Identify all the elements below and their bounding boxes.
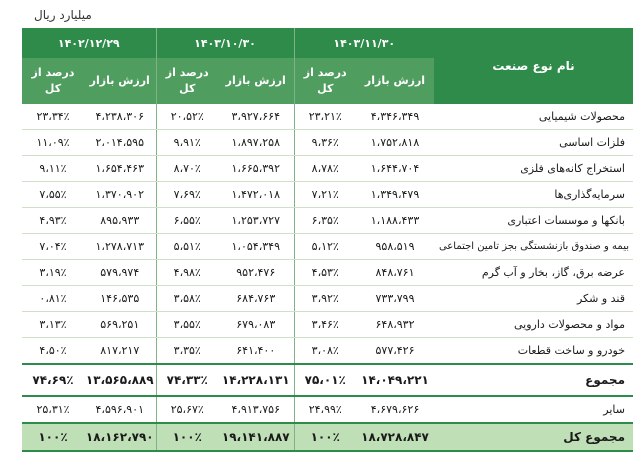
percent-cell: ۳،۵۸٪	[156, 286, 218, 312]
grand-total-percent-cell: ۱۰۰٪	[294, 423, 356, 451]
market-value-cell: ۶۴۱،۴۰۰	[218, 338, 294, 365]
industry-name: فلزات اساسی	[434, 130, 633, 156]
table-row	[22, 182, 633, 208]
percent-cell: ۳،۵۵٪	[156, 312, 218, 338]
total-percent-cell: ۷۵،۰۱٪	[294, 364, 356, 396]
market-value-table	[22, 28, 633, 452]
market-value-cell: ۴،۲۳۸،۳۰۶	[84, 104, 156, 130]
percent-cell: ۹،۹۱٪	[156, 130, 218, 156]
market-value-cell: ۱،۷۵۲،۸۱۸	[356, 130, 434, 156]
total-percent-cell: ۷۴،۶۹٪	[22, 364, 84, 396]
grand-total-row	[22, 423, 633, 451]
grand-total-percent-cell: ۱۰۰٪	[22, 423, 84, 451]
other-value-cell: ۴،۶۷۹،۶۲۶	[370, 403, 420, 416]
market-value-header: ارزش بازار	[356, 58, 434, 104]
total-percent-cell: ۷۴،۳۳٪	[156, 364, 218, 396]
table-row	[22, 104, 633, 130]
industry-name: قند و شکر	[434, 286, 633, 312]
unit-label: میلیارد ریال	[34, 8, 92, 22]
market-value-cell: ۱،۲۵۳،۷۲۷	[218, 208, 294, 234]
market-value-cell: ۵۷۹،۹۷۴	[84, 260, 156, 286]
percent-cell: ۲۰،۵۲٪	[156, 104, 218, 130]
market-value-cell: ۱،۴۷۲،۰۱۸	[218, 182, 294, 208]
table-row	[22, 234, 633, 260]
market-value-cell: ۱،۰۵۴،۳۴۹	[218, 234, 294, 260]
market-value-cell: ۱،۱۸۸،۴۳۳	[356, 208, 434, 234]
total-label: مجموع	[434, 364, 633, 396]
percent-cell: ۴،۵۳٪	[294, 260, 356, 286]
percent-cell: ۲۳،۲۱٪	[294, 104, 356, 130]
table-row	[22, 260, 633, 286]
market-value-cell: ۱۴۶،۵۳۵	[84, 286, 156, 312]
market-value-cell: ۹۵۸،۵۱۹	[356, 234, 434, 260]
market-value-cell: ۱،۸۹۷،۲۵۸	[218, 130, 294, 156]
market-value-cell: ۳،۹۲۷،۶۶۴	[218, 104, 294, 130]
percent-cell: ۳،۴۶٪	[294, 312, 356, 338]
market-value-cell: ۱،۳۴۹،۴۷۹	[356, 182, 434, 208]
percent-cell: ۵،۵۱٪	[156, 234, 218, 260]
total-value-cell: ۱۴،۲۲۸،۱۳۱	[218, 364, 294, 396]
percent-cell: ۶،۳۵٪	[294, 208, 356, 234]
percent-header: درصد از کل	[22, 58, 84, 104]
other-percent-cell: ۲۵،۳۱٪	[36, 403, 70, 416]
table-row	[22, 208, 633, 234]
market-value-cell: ۱،۲۷۸،۷۱۳	[84, 234, 156, 260]
date-header-2: ۱۴۰۳/۱۰/۳۰	[156, 28, 294, 58]
industry-name: مواد و محصولات دارویی	[434, 312, 633, 338]
market-value-cell: ۱،۶۵۴،۴۶۳	[84, 156, 156, 182]
other-percent-cell: ۲۴،۹۹٪	[294, 396, 356, 423]
percent-cell: ۶،۵۵٪	[156, 208, 218, 234]
grand-total-percent-cell: ۱۰۰٪	[156, 423, 218, 451]
other-value-cell: ۴،۹۱۳،۷۵۶	[231, 403, 280, 416]
table-row	[22, 130, 633, 156]
market-value-cell: ۵۶۹،۲۵۱	[84, 312, 156, 338]
market-value-header: ارزش بازار	[84, 58, 156, 104]
grand-total-value-cell: ۱۸،۱۶۲،۷۹۰	[84, 423, 156, 451]
percent-cell: ۳،۰۸٪	[294, 338, 356, 365]
table-row	[22, 156, 633, 182]
market-value-cell: ۶۷۹،۰۸۳	[218, 312, 294, 338]
percent-cell: ۲۳،۳۴٪	[22, 104, 84, 130]
industry-name: بیمه و صندوق بازنشستگی بجز تامین اجتماعی	[434, 234, 633, 260]
percent-cell: ۷،۰۴٪	[22, 234, 84, 260]
market-value-header: ارزش بازار	[218, 58, 294, 104]
market-value-cell: ۶۴۸،۹۳۲	[356, 312, 434, 338]
percent-cell: ۴،۹۳٪	[22, 208, 84, 234]
percent-cell: ۵،۱۲٪	[294, 234, 356, 260]
percent-cell: ۳،۹۲٪	[294, 286, 356, 312]
market-value-cell: ۱،۶۴۴،۷۰۴	[356, 156, 434, 182]
market-value-cell: ۲،۰۱۴،۵۹۵	[84, 130, 156, 156]
percent-cell: ۳،۳۵٪	[156, 338, 218, 365]
grand-total-value-cell: ۱۸،۷۲۸،۸۴۷	[356, 423, 434, 451]
industry-name: سرمایه‌گذاری‌ها	[434, 182, 633, 208]
percent-cell: ۷،۵۵٪	[22, 182, 84, 208]
table-row	[22, 312, 633, 338]
table-row	[22, 286, 633, 312]
date-header-3: ۱۴۰۲/۱۲/۲۹	[22, 28, 156, 58]
percent-cell: ۹،۳۶٪	[294, 130, 356, 156]
other-label: سایر	[603, 403, 625, 416]
grand-total-value-cell: ۱۹،۱۴۱،۸۸۷	[218, 423, 294, 451]
percent-cell: ۱۱،۰۹٪	[22, 130, 84, 156]
market-value-cell: ۸۴۸،۷۶۱	[356, 260, 434, 286]
market-value-cell: ۱،۶۶۵،۳۹۲	[218, 156, 294, 182]
percent-cell: ۷،۶۹٪	[156, 182, 218, 208]
other-percent-cell: ۲۵،۶۷٪	[156, 396, 218, 423]
industry-name: خودرو و ساخت قطعات	[434, 338, 633, 365]
table-row	[22, 338, 633, 365]
industry-name: محصولات شیمیایی	[434, 104, 633, 130]
percent-cell: ۷،۲۱٪	[294, 182, 356, 208]
percent-header: درصد از کل	[294, 58, 356, 104]
percent-cell: ۰،۸۱٪	[22, 286, 84, 312]
date-header-1: ۱۴۰۳/۱۱/۳۰	[294, 28, 434, 58]
percent-cell: ۳،۱۹٪	[22, 260, 84, 286]
market-value-cell: ۷۳۳،۷۹۹	[356, 286, 434, 312]
market-value-cell: ۸۹۵،۹۳۳	[84, 208, 156, 234]
percent-cell: ۴،۵۰٪	[22, 338, 84, 365]
market-value-cell: ۵۷۷،۴۲۶	[356, 338, 434, 365]
total-row	[22, 364, 633, 396]
percent-cell: ۳،۱۳٪	[22, 312, 84, 338]
percent-cell: ۸،۷۸٪	[294, 156, 356, 182]
market-value-cell: ۸۱۷،۲۱۷	[84, 338, 156, 365]
percent-cell: ۸،۷۰٪	[156, 156, 218, 182]
industry-name: بانکها و موسسات اعتباری	[434, 208, 633, 234]
total-value-cell: ۱۴،۰۴۹،۲۲۱	[356, 364, 434, 396]
market-value-cell: ۴،۳۴۶،۳۴۹	[356, 104, 434, 130]
market-value-cell: ۱،۳۷۰،۹۰۲	[84, 182, 156, 208]
industry-name: استخراج کانه‌های فلزی	[434, 156, 633, 182]
percent-header: درصد از کل	[156, 58, 218, 104]
industry-name: عرضه برق، گاز، بخار و آب گرم	[434, 260, 633, 286]
grand-total-label: مجموع کل	[434, 423, 633, 451]
percent-cell: ۹،۱۱٪	[22, 156, 84, 182]
other-row	[22, 396, 633, 423]
industry-column-header: نام نوع صنعت	[434, 28, 633, 104]
other-value-cell: ۴،۵۹۶،۹۰۱	[95, 403, 144, 416]
market-value-cell: ۶۸۴،۷۶۳	[218, 286, 294, 312]
percent-cell: ۴،۹۸٪	[156, 260, 218, 286]
total-value-cell: ۱۳،۵۶۵،۸۸۹	[84, 364, 156, 396]
market-value-cell: ۹۵۲،۴۷۶	[218, 260, 294, 286]
